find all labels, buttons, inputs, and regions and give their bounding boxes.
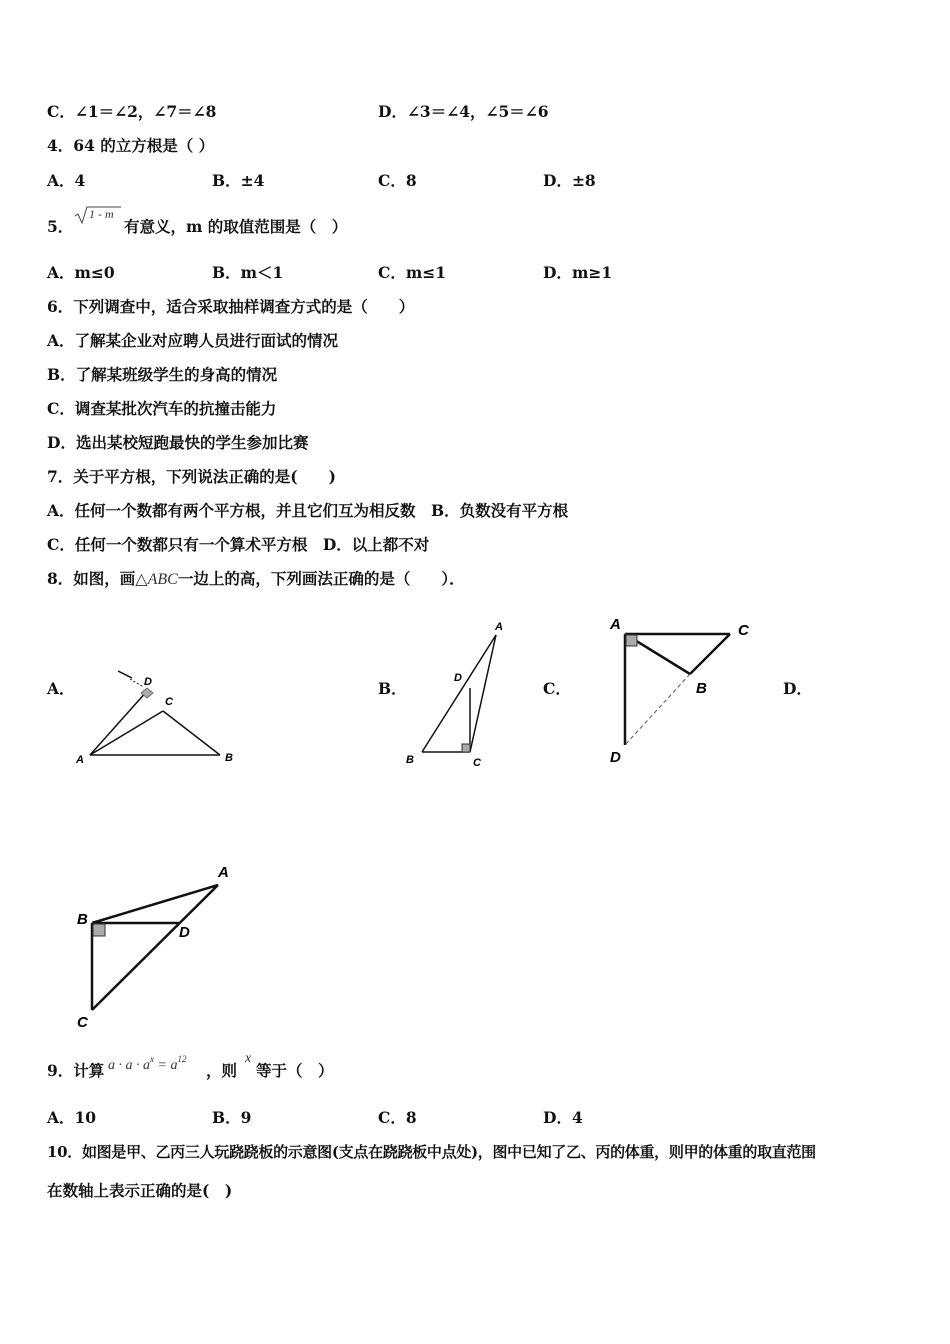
q9-mid: ，则 xyxy=(206,1061,238,1080)
q5-option-a: A．m≤0 xyxy=(47,263,115,282)
fig-a-label-d: D xyxy=(144,676,152,688)
q7-options-line1: A．任何一个数都有两个平方根，并且它们互为相反数 B．负数没有平方根 xyxy=(47,501,569,520)
q6-stem: 6．下列调查中，适合采取抽样调查方式的是（ ） xyxy=(47,297,415,316)
q8-stem xyxy=(47,569,465,590)
fig-a-side-cb xyxy=(163,711,220,755)
q6-option-b: B．了解某班级学生的身高的情况 xyxy=(47,365,278,384)
q3-option-d: D．∠3＝∠4，∠5＝∠6 xyxy=(378,102,549,121)
q8-stem-pre: 8．如图，画 xyxy=(47,569,136,588)
fig-c-side-bc xyxy=(690,634,730,674)
q6-option-a: A．了解某企业对应聘人员进行面试的情况 xyxy=(47,331,339,350)
radicand: 1 - m xyxy=(89,207,114,221)
fig-b-label-b: B xyxy=(406,754,414,766)
fig-a-side-ac xyxy=(90,711,163,755)
fig-a-label-b: B xyxy=(225,752,233,764)
figure-d xyxy=(70,855,250,1035)
q9-expr-base: a · a · a xyxy=(108,1058,150,1073)
q9-variable: x xyxy=(245,1051,252,1066)
q6-option-c: C．调查某批次汽车的抗撞击能力 xyxy=(47,399,277,418)
fig-a-dashed xyxy=(130,679,142,686)
q4-option-d: D．±8 xyxy=(543,171,596,190)
fig-b-label-d: D xyxy=(454,672,462,684)
q5-stem: 有意义，m 的取值范围是（ ） xyxy=(124,217,348,236)
q9-expr-eq: = a xyxy=(154,1058,178,1073)
sqrt-expression xyxy=(74,205,122,225)
figure-c xyxy=(600,610,760,775)
fig-d-label-a: A xyxy=(218,864,229,881)
q8-stem-post: 一边上的高，下列画法正确的是（ ）． xyxy=(177,569,465,588)
fig-c-dashed-bd xyxy=(625,674,690,745)
q4-option-b: B．±4 xyxy=(212,171,265,190)
fig-a-label-a: A xyxy=(76,754,84,766)
fig-c-label-d: D xyxy=(610,749,621,766)
fig-c-label-c: C xyxy=(738,622,749,639)
fig-c-label-a: A xyxy=(610,616,621,633)
q8-label-b: B． xyxy=(378,679,407,698)
q9-expr-exp-x: x xyxy=(150,1054,154,1064)
fig-b-label-a: A xyxy=(495,621,503,633)
fig-b-side-ba xyxy=(422,635,496,752)
q3-option-c: C．∠1＝∠2，∠7＝∠8 xyxy=(47,102,217,121)
fig-c-label-b: B xyxy=(696,680,707,697)
q9-number: 9．计算 xyxy=(47,1061,105,1080)
q4-option-a: A．4 xyxy=(47,171,86,190)
fig-a-extension xyxy=(118,671,132,678)
q5-option-d: D．m≥1 xyxy=(543,263,613,282)
fig-c-right-angle xyxy=(626,635,637,646)
fig-b-right-angle xyxy=(462,744,470,752)
q9-expression xyxy=(108,1049,186,1076)
q9-option-c: C．8 xyxy=(378,1108,417,1127)
fig-d-label-c: C xyxy=(77,1014,88,1031)
fig-b-side-ac xyxy=(470,635,496,752)
q8-label-c: C． xyxy=(543,679,571,698)
triangle-abc: △ABC xyxy=(135,571,178,588)
q5-option-b: B．m＜1 xyxy=(212,263,284,282)
fig-a-label-c: C xyxy=(165,696,173,708)
q9-option-b: B．9 xyxy=(212,1108,252,1127)
q9-option-d: D．4 xyxy=(543,1108,583,1127)
fig-a-height-line xyxy=(90,690,148,755)
q10-stem-line2: 在数轴上表示正确的是( ) xyxy=(47,1181,233,1200)
q9-option-a: A．10 xyxy=(47,1108,97,1127)
q9-expr-exp-12: 12 xyxy=(177,1054,187,1064)
q6-option-d: D．选出某校短跑最快的学生参加比赛 xyxy=(47,433,309,452)
q7-stem: 7．关于平方根，下列说法正确的是( ) xyxy=(47,467,336,486)
q7-options-line2: C．任何一个数都只有一个算术平方根 D．以上都不对 xyxy=(47,535,430,554)
q4-stem: 4．64 的立方根是（ ） xyxy=(47,136,215,155)
q8-label-a: A． xyxy=(47,679,75,698)
fig-d-label-d: D xyxy=(179,924,190,941)
fig-b-label-c: C xyxy=(473,757,481,769)
q9-post: 等于（ ） xyxy=(256,1061,334,1080)
fig-d-label-b: B xyxy=(77,911,88,928)
q4-option-c: C．8 xyxy=(378,171,417,190)
q10-stem-line1: 10．如图是甲、乙丙三人玩跷跷板的示意图(支点在跷跷板中点处)，图中已知了乙、丙的体重，则甲的体重的取直范围 xyxy=(47,1143,816,1161)
q5-number: 5． xyxy=(47,217,74,236)
fig-d-right-angle xyxy=(93,924,105,936)
figure-a xyxy=(70,665,245,775)
q8-label-d: D． xyxy=(783,679,812,698)
q5-option-c: C．m≤1 xyxy=(378,263,447,282)
figure-b xyxy=(400,615,515,775)
